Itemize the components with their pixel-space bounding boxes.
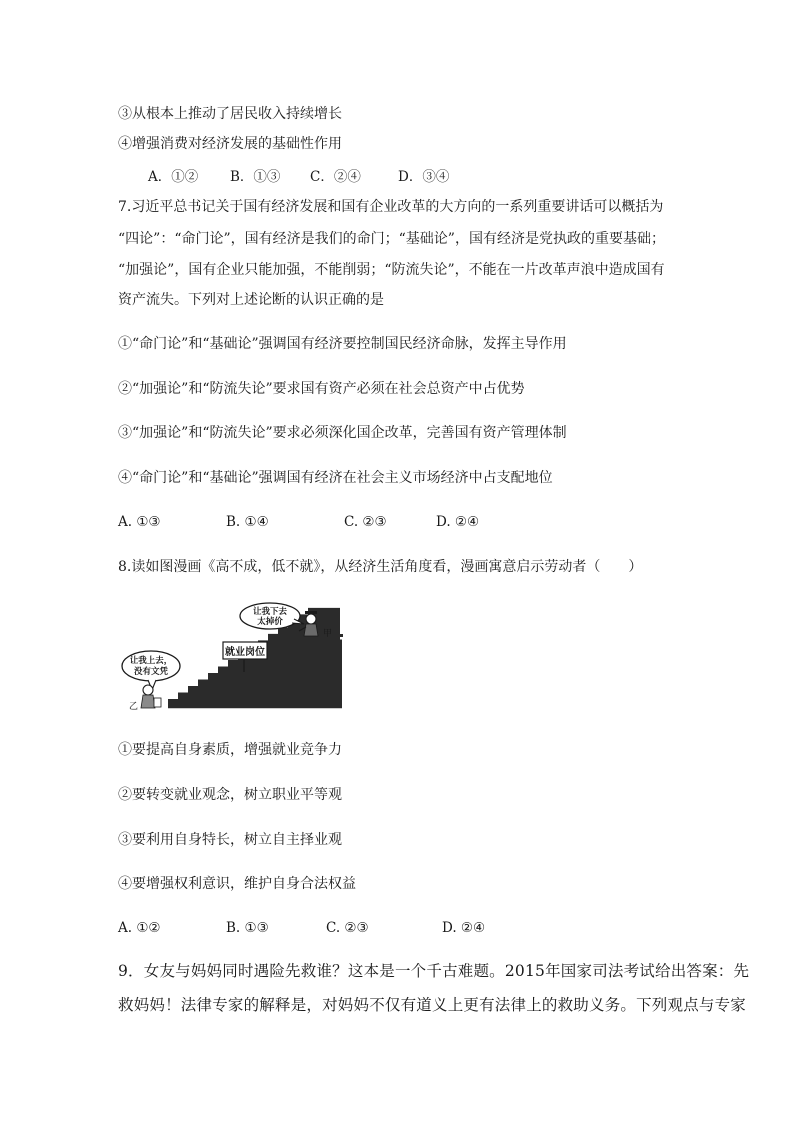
cartoon-illustration [118,600,358,712]
bag [154,698,161,707]
q8-option-d: D. ②④ [442,920,486,936]
body [141,695,155,708]
q8-item-4: ④要增强权利意识，维护自身合法权益 [118,876,356,892]
label-jia: 甲 [323,629,333,639]
q9-stem-line-2: 救妈妈！法律专家的解释是，对妈妈不仅有道义上更有法律上的救助义务。下列观点与专家 [118,996,747,1014]
q7-stem-line-4: 资产流失。下列对上述论断的认识正确的是 [118,292,384,308]
q7-item-4: ④“命门论”和“基础论”强调国有经济在社会主义市场经济中占支配地位 [118,470,553,486]
q7-option-c: C. ②③ [344,514,387,530]
q8-option-a: A. ①② [118,920,161,936]
q8-item-1: ①要提高自身素质，增强就业竞争力 [118,742,342,758]
q8-item-2: ②要转变就业观念，树立职业平等观 [118,787,342,803]
bubble-left-line-2: 没有文凭 [133,667,169,677]
q6-option-b: B．①③ [230,169,281,185]
q7-item-1: ①“命门论”和“基础论”强调国有经济要控制国民经济命脉，发挥主导作用 [118,336,567,352]
q8-item-3: ③要利用自身特长，树立自主择业观 [118,832,342,848]
q9-stem-line-1: 9．女友与妈妈同时遇险先救谁？这本是一个千古难题。2015年国家司法考试给出答案：先 [118,962,750,980]
q8-option-b: B. ①③ [226,920,269,936]
q6-option-c: C．②④ [310,169,361,185]
head [306,614,316,624]
q7-option-a: A. ①③ [118,514,161,530]
q7-option-d: D. ②④ [436,514,480,530]
bubble-top-line-2: 太掉价 [257,617,283,627]
q7-stem-line-1: 7.习近平总书记关于国有经济发展和国有企业改革的大方向的一系列重要讲话可以概括为 [118,199,664,215]
head [143,685,153,695]
figure-yi [141,685,161,708]
label-yi: 乙 [129,702,139,712]
q6-option-a: A．①② [148,169,199,185]
q8-stem: 8.读如图漫画《高不成，低不就》，从经济生活角度看，漫画寓意启示劳动者（ ） [118,559,643,575]
q8-option-c: C. ②③ [326,920,369,936]
body [304,624,318,636]
q6-item-4: ④增强消费对经济发展的基础性作用 [118,136,342,152]
q7-stem-line-2: “四论”：“命门论”，国有经济是我们的命门；“基础论”，国有经济是党执政的重要基础； [118,231,665,247]
q7-item-3: ③“加强论”和“防流失论”要求必须深化国企改革，完善国有资产管理体制 [118,425,567,441]
sign-text: 就业岗位 [225,647,265,658]
q7-item-2: ②“加强论”和“防流失论”要求国有资产必须在社会总资产中占优势 [118,381,525,397]
q6-item-3: ③从根本上推动了居民收入持续增长 [118,106,342,122]
q7-stem-line-3: “加强论”，国有企业只能加强，不能削弱；“防流失论”，不能在一片改革声浪中造成国有 [118,262,665,278]
q6-option-d: D．③④ [398,169,450,185]
bubble-left-line-1: 让我上去， [129,656,173,666]
q7-option-b: B. ①④ [226,514,269,530]
bubble-top-line-1: 让我下去 [252,607,288,617]
